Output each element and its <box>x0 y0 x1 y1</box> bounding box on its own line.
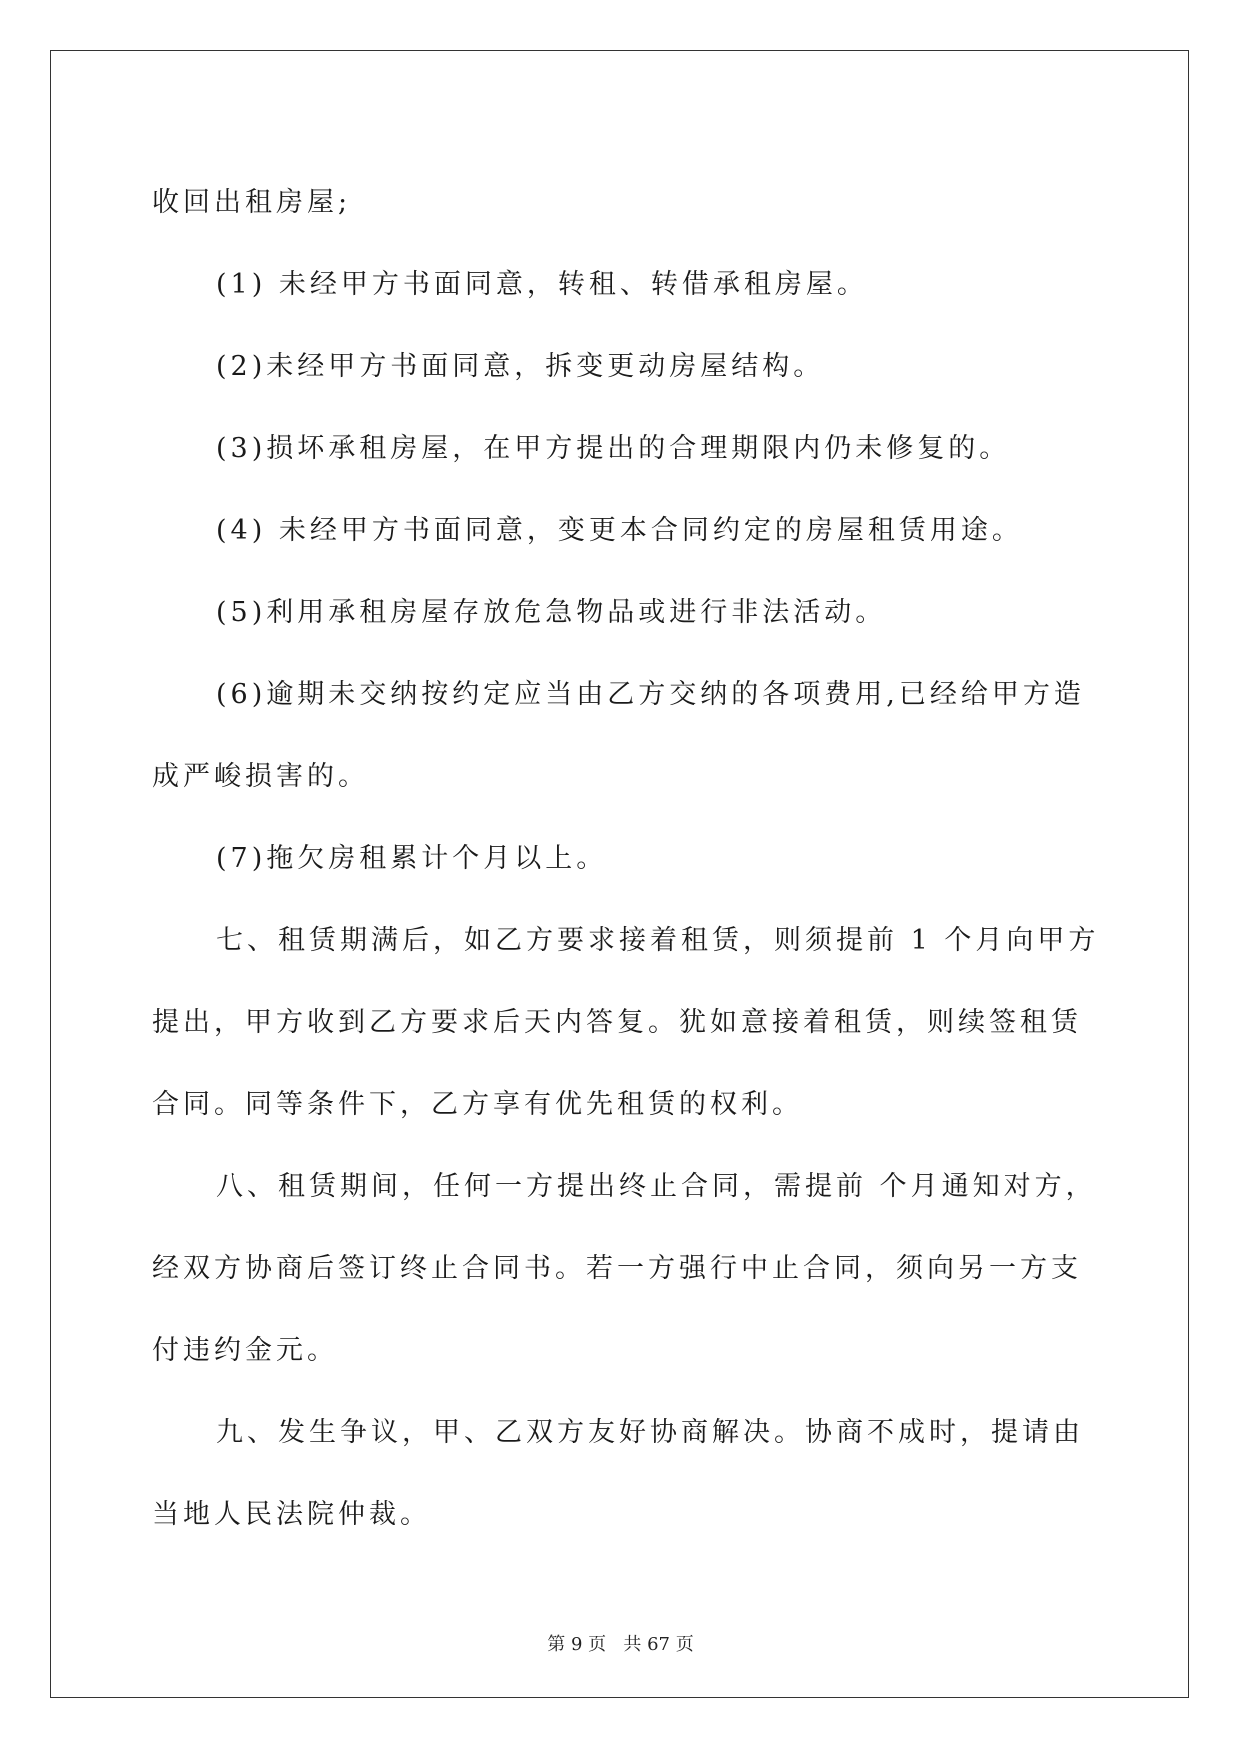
text-line: (3)损坏承租房屋，在甲方提出的合理期限内仍未修复的。 <box>216 433 1011 464</box>
text-line: 付违约金元。 <box>152 1335 338 1366</box>
text-line: 收回出租房屋; <box>152 187 352 218</box>
page-number-text: 第 9 页 共 67 页 <box>547 1634 694 1655</box>
text-line: (5)利用承租房屋存放危急物品或进行非法活动。 <box>216 597 887 628</box>
text-line: 经双方协商后签订终止合同书。若一方强行中止合同，须向另一方支 <box>152 1253 1082 1284</box>
text-line: (1) 未经甲方书面同意，转租、转借承租房屋。 <box>216 269 868 300</box>
document-body <box>152 162 1100 1556</box>
text-line: (6)逾期未交纳按约定应当由乙方交纳的各项费用,已经给甲方造 <box>216 679 1085 710</box>
page-number-footer <box>0 1630 1241 1656</box>
text-line: 成严峻损害的。 <box>152 761 369 792</box>
text-line: 七、租赁期满后，如乙方要求接着租赁，则须提前 1 个月向甲方 <box>216 925 1100 956</box>
text-line: 九、发生争议，甲、乙双方友好协商解决。协商不成时，提请由 <box>216 1417 1084 1448</box>
text-line: (2)未经甲方书面同意，拆变更动房屋结构。 <box>216 351 825 382</box>
text-line: 提出，甲方收到乙方要求后天内答复。犹如意接着租赁，则续签租赁 <box>152 1007 1082 1038</box>
text-line: (7)拖欠房租累计个月以上。 <box>216 843 608 874</box>
text-line: 当地人民法院仲裁。 <box>152 1499 431 1530</box>
text-line: 合同。同等条件下，乙方享有优先租赁的权利。 <box>152 1089 803 1120</box>
text-line: 八、租赁期间，任何一方提出终止合同，需提前 个月通知对方， <box>216 1171 1097 1202</box>
text-line: (4) 未经甲方书面同意，变更本合同约定的房屋租赁用途。 <box>216 515 1023 546</box>
